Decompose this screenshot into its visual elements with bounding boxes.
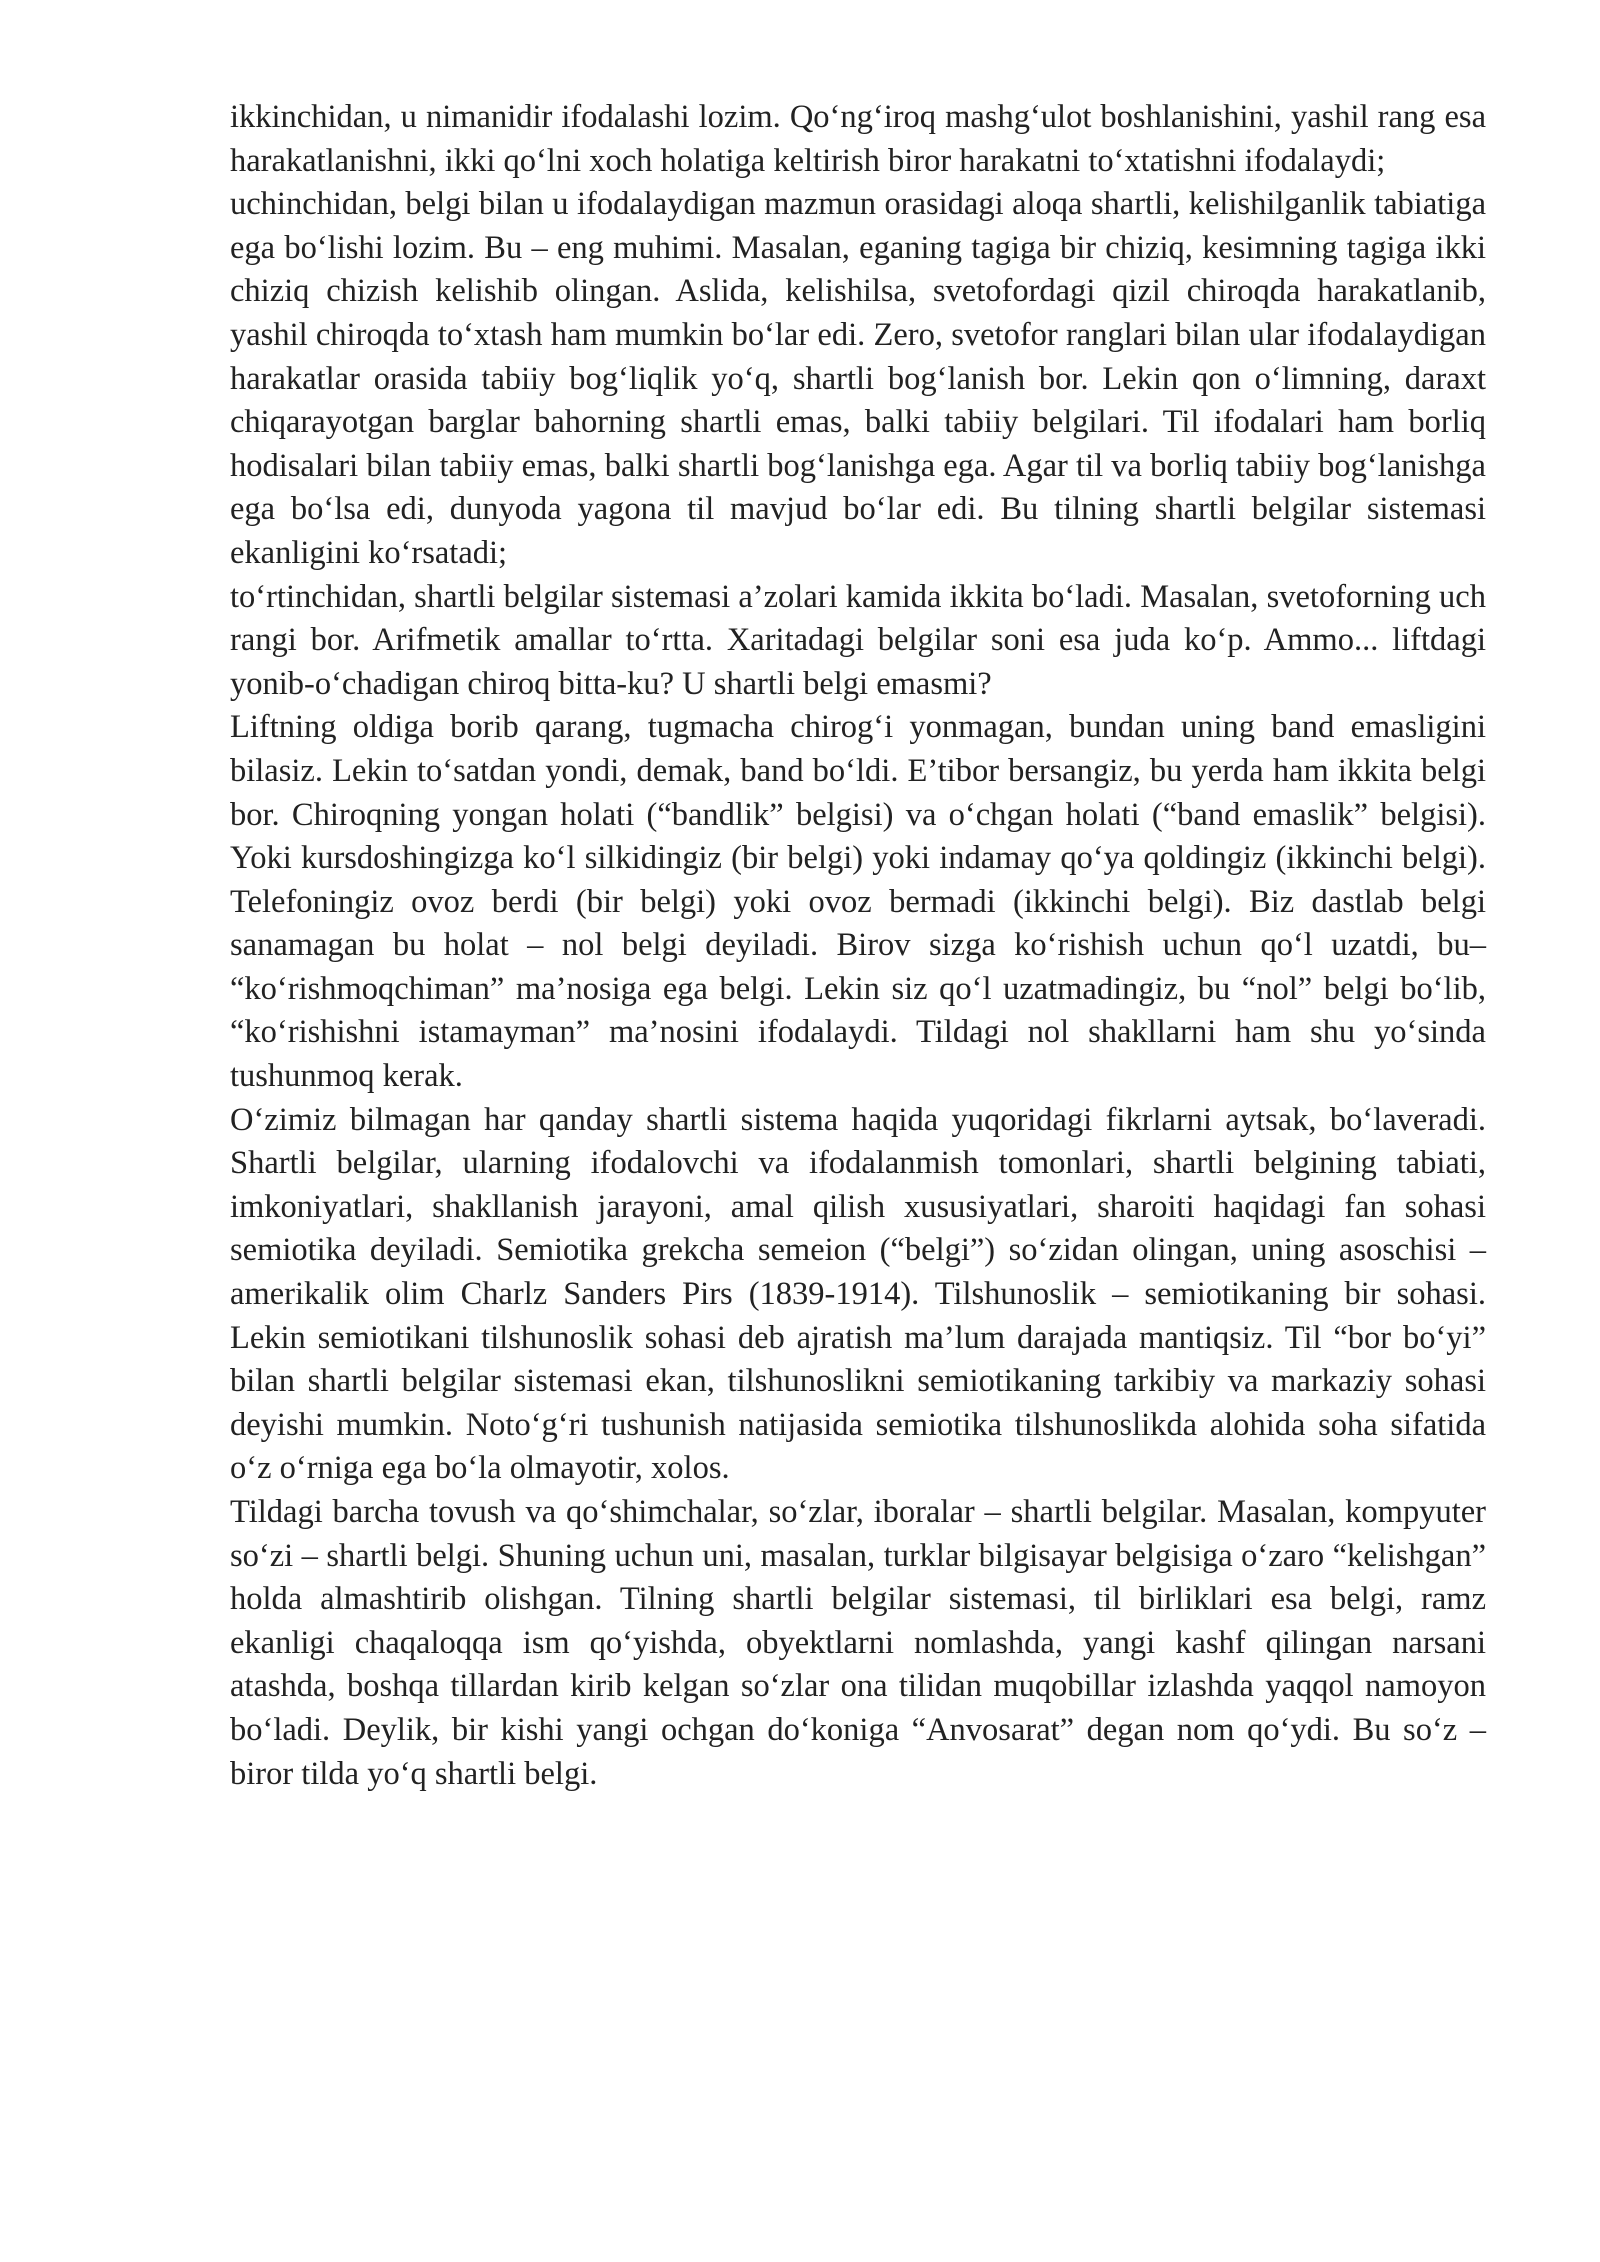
paragraph-5: O‘zimiz bilmagan har qanday shartli sistema haqida yuqoridagi fikrlarni aytsak, bo‘laveradi. Shartli belgilar, ularning ifodalovchi va ifodalanmish tomonlari, shartli belgining tabiati, imkoniyatlari, shakllanish jarayoni, amal qilish xususiyatlari, sharoiti haqidagi fan sohasi semiotika deyiladi. Semiotika grekcha semeion (“belgi”) so‘zidan olingan, uning asoschisi – amerikalik olim Charlz Sanders Pirs (1839-1914). Tilshunoslik – semiotikaning bir sohasi. Lekin semiotikani tilshunoslik sohasi deb ajratish ma’lum darajada mantiqsiz. Til “bor bo‘yi” bilan shartli belgilar sistemasi ekan, tilshunoslikni semiotikaning tarkibiy va markaziy sohasi deyishi mumkin. Noto‘g‘ri tushunish natijasida semiotika tilshunoslikda alohida soha sifatida o‘z o‘rniga ega bo‘la olmayotir, xolos. <box>230 1101 1486 1487</box>
paragraph-2: uchinchidan, belgi bilan u ifodalaydigan mazmun orasidagi aloqa shartli, kelishilganlik tabiatiga ega bo‘lishi lozim. Bu – eng muhimi. Masalan, eganing tagiga bir chiziq, kesimning tagiga ikki chiziq chizish kelishib olingan. Aslida, kelishilsa, svetofordagi qizil chiroqda harakatlanib, yashil chiroqda to‘xtash ham mumkin bo‘lar edi. Zero, svetofor ranglari bilan ular ifodalaydigan harakatlar orasida tabiiy bog‘liqlik yo‘q, shartli bog‘lanish bor. Lekin qon o‘limning, daraxt chiqarayotgan barglar bahorning shartli emas, balki tabiiy belgilari. Til ifodalari ham borliq hodisalari bilan tabiiy emas, balki shartli bog‘lanishga ega. Agar til va borliq tabiiy bog‘lanishga ega bo‘lsa edi, dunyoda yagona til mavjud bo‘lar edi. Bu tilning shartli belgilar sistemasi ekanligini ko‘rsatadi; <box>230 186 1486 571</box>
paragraph-6: Tildagi barcha tovush va qo‘shimchalar, so‘zlar, iboralar – shartli belgilar. Masalan, kompyuter so‘zi – shartli belgi. Shuning uchun uni, masalan, turklar bilgisayar belgisiga o‘zaro “kelishgan” holda almashtirib olishgan. Tilning shartli belgilar sistemasi, til birliklari esa belgi, ramz ekanligi chaqaloqqa ism qo‘yishda, obyektlarni nomlashda, yangi kashf qilingan narsani atashda, boshqa tillardan kirib kelgan so‘zlar ona tilidan muqobillar izlashda yaqqol namoyon bo‘ladi. Deylik, bir kishi yangi ochgan do‘koniga “Anvosarat” degan nom qo‘ydi. Bu so‘z – biror tilda yo‘q shartli belgi. <box>230 1494 1486 1792</box>
paragraph-4: Liftning oldiga borib qarang, tugmacha chirog‘i yonmagan, bundan uning band emasligini bilasiz. Lekin to‘satdan yondi, demak, band bo‘ldi. E’tibor bersangiz, bu yerda ham ikkita belgi bor. Chiroqning yongan holati (“bandlik” belgisi) va o‘chgan holati (“band emaslik” belgisi). Yoki kursdoshingizga ko‘l silkidingiz (bir belgi) yoki indamay qo‘ya qoldingiz (ikkinchi belgi). Telefoningiz ovoz berdi (bir belgi) yoki ovoz bermadi (ikkinchi belgi). Biz dastlab belgi sanamagan bu holat – nol belgi deyiladi. Birov sizga ko‘rishish uchun qo‘l uzatdi, bu– “ko‘rishmoqchiman” ma’nosiga ega belgi. Lekin siz qo‘l uzatmadingiz, bu “nol” belgi bo‘lib, “ko‘rishishni istamayman” ma’nosini ifodalaydi. Tildagi nol shakllarni ham shu yo‘sinda tushunmoq kerak. <box>230 709 1486 1095</box>
document-page <box>230 96 1486 1796</box>
paragraph-3: to‘rtinchidan, shartli belgilar sistemasi a’zolari kamida ikkita bo‘ladi. Masalan, svetoforning uch rangi bor. Arifmetik amallar to‘rtta. Xaritadagi belgilar soni esa juda ko‘p. Ammo... liftdagi yonib-o‘chadigan chiroq bitta-ku? U shartli belgi emasmi? <box>230 578 1486 702</box>
paragraph-1: ikkinchidan, u nimanidir ifodalashi lozim. Qo‘ng‘iroq mashg‘ulot boshlanishini, yashil rang esa harakatlanishni, ikki qo‘lni xoch holatiga keltirish biror harakatni to‘xtatishni ifodalaydi; <box>230 99 1486 179</box>
